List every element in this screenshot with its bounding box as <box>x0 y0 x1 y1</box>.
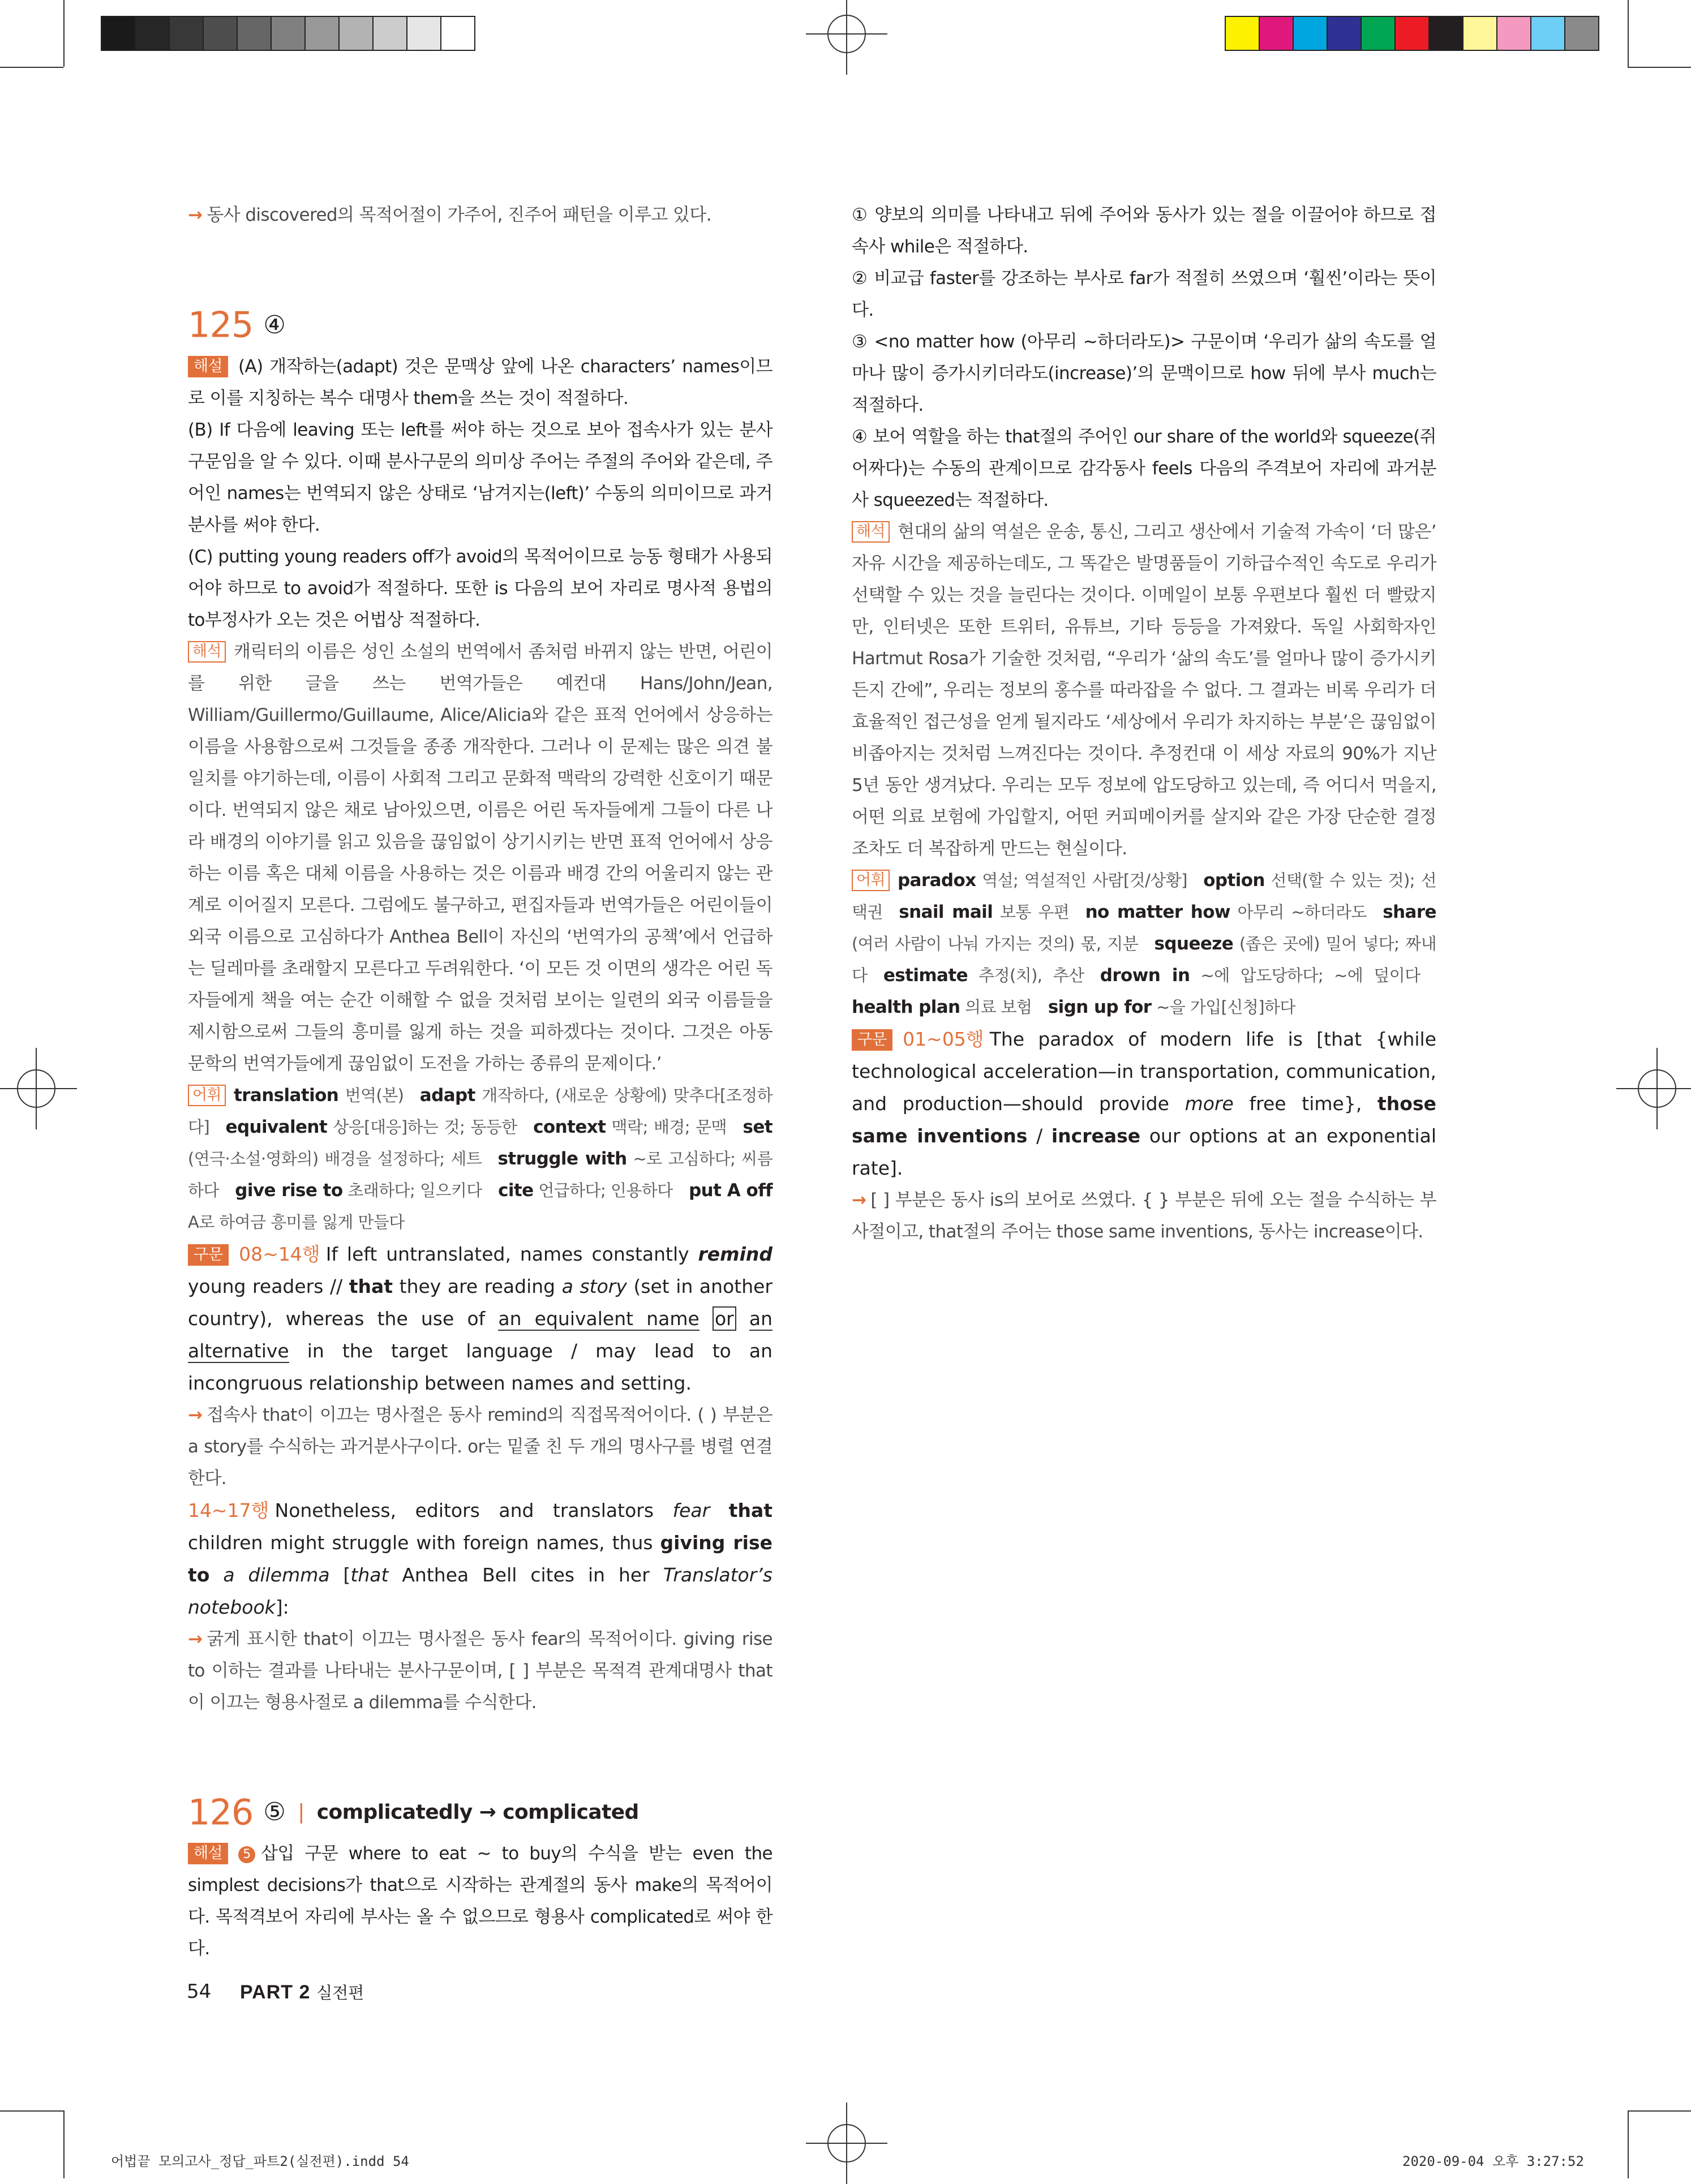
registration-mark <box>17 1069 55 1108</box>
vocab-meaning: (연극·소설·영화의) 배경을 설정하다; 세트 <box>188 1149 498 1168</box>
structure-124: 구문 01~05행 The paradox of modern life is [that {while technological acceleration—in transportation, communication, and production—should provide more free time}, those same inventions / increase our options at an exponential rate]. <box>852 1028 1436 1179</box>
explanation-tag: 해설 <box>188 356 228 377</box>
vocab-word: set <box>743 1116 772 1137</box>
crop-mark <box>63 2110 65 2178</box>
color-swatch <box>340 17 374 50</box>
structure-125-b: 14~17행 Nonetheless, editors and translators fear that children might struggle with foreign names, thus giving rise to a dilemma [that Anthea Bell cites in her Translator’s notebook]: <box>188 1499 772 1618</box>
translation-125: 해석 캐릭터의 이름은 성인 소설의 번역에서 좀처럼 바뀌지 않는 반면, 어린이를 위한 글을 쓰는 번역가들은 예컨대 Hans/John/Jean, William/Guillermo/Guillaume, Alice/Alicia와 같은 표적 언어에서 상응하는 이름을 사용함으로써 그것들을 종종 개작한다. 그러나 이 문제는 많은 의견 불일치를 야기하는데, 이름이 사회적 그리고 문화적 맥락의 강력한 신호이기 때문이다. 번역되지 않은 채로 남아있으면, 이름은 어린 독자들에게 그들이 다른 나라 배경의 이야기를 읽고 있음을 끊임없이 상기시키는 반면 표적 언어에서 상응하는 이름 혹은 대체 이름을 사용하는 것은 이름과 배경 간의 어울리지 않는 관계로 이어질지 모른다. 그럼에도 불구하고, 편집자들과 번역가들은 어린이들이 외국 이름으로 고심하다가 Anthea Bell이 자신의 ‘번역가의 공책’에서 언급하는 딜레마를 초래할지 모른다고 두려워한다. ‘이 모든 것 이면의 생각은 어린 독자들에게 책을 여는 순간 이해할 수 없을 것처럼 보이는 일련의 외국 이름들을 제시함으로써 그들의 흥미를 잃게 하는 것을 피하겠다는 것이다. 그것은 아동 문학의 번역가들에게 끊임없이 도전을 가하는 종류의 문제이다.’ <box>188 641 773 1074</box>
color-swatch <box>407 17 441 50</box>
color-swatch <box>238 17 272 50</box>
vocab-meaning: 선택(할 수 있는 것); 선택권 <box>852 871 1436 922</box>
answer-number-badge: 5 <box>238 1846 255 1863</box>
color-swatch <box>1497 17 1531 50</box>
color-swatch <box>170 17 204 50</box>
vocab-word: struggle with <box>497 1148 627 1169</box>
gray-color-bar <box>101 16 475 51</box>
color-swatch <box>136 17 170 50</box>
explanation-125: 해설 (A) 개작하는(adapt) 것은 문맥상 앞에 나온 characters’ names이므로 이를 지칭하는 복수 대명사 them을 쓰는 것이 적절하다. (B) If 다음에 leaving 또는 left를 써야 하는 것으로 보아 접속사가 있는 분사구문임을 알 수 있다. 이때 분사구문의 의미상 주어는 주절의 주어와 같은데, 주어인 names는 번역되지 않은 상태로 ‘남겨지는(left)’ 수동의 의미이므로 과거분사를 써야 한다. (C) putting young readers off가 avoid의 목적어이므로 능동 형태가 사용되어야 하므로 to avoid가 적절하다. 또한 is 다음의 보어 자리로 명사적 용법의 to부정사가 오는 것은 어법상 적절하다. <box>188 356 772 630</box>
crop-mark <box>1628 67 1691 68</box>
answer-choice: ④ <box>263 310 286 339</box>
vocab-word: paradox <box>897 870 976 891</box>
color-swatch <box>1294 17 1328 50</box>
crop-mark <box>63 0 65 67</box>
vocab-word: put A off <box>689 1180 772 1201</box>
color-swatch <box>1362 17 1396 50</box>
vocab-word: give rise to <box>235 1180 343 1201</box>
vocab-meaning: 초래하다; 일으키다 <box>342 1180 499 1200</box>
vocab-meaning: A로 하여금 흥미를 잃게 만들다 <box>188 1212 421 1232</box>
vocabulary-tag: 어휘 <box>852 870 890 891</box>
left-column <box>188 199 772 1964</box>
vocab-word: equivalent <box>225 1116 328 1137</box>
vocab-meaning: (여러 사람이 나눠 가지는 것의) 몫, 지분 <box>852 934 1154 953</box>
right-column <box>852 199 1436 1248</box>
vocab-word: option <box>1203 870 1265 891</box>
vocab-meaning: ~을 가입[신청]하다 <box>1151 998 1312 1017</box>
vocab-meaning: 번역(본) <box>338 1085 420 1105</box>
crop-mark <box>0 2110 63 2112</box>
process-color-bar <box>1225 16 1599 51</box>
registration-mark <box>1638 1069 1676 1108</box>
structure-125-a: 구문 08~14행 If left untranslated, names constantly remind young readers // that they are reading a story (set in another country), whereas the use of an equivalent name or an alternative in the target language / may lead to an incongruous relationship between names and setting. <box>188 1243 772 1394</box>
crop-mark <box>1628 2110 1629 2178</box>
vocab-meaning: 맥락; 배경; 문맥 <box>606 1117 743 1137</box>
timestamp-slug: 2020-09-04 오후 3:27:52 <box>1402 2153 1584 2169</box>
color-swatch <box>204 17 238 50</box>
vocab-word: health plan <box>852 997 960 1017</box>
translation-tag: 해석 <box>188 641 226 663</box>
structure-tag: 구문 <box>188 1244 229 1266</box>
answer-choice: ⑤ <box>263 1798 286 1826</box>
color-swatch <box>306 17 340 50</box>
vocab-meaning: 추정(치), 추산 <box>968 966 1100 985</box>
color-swatch <box>1328 17 1362 50</box>
question-number: 125 <box>188 304 254 346</box>
crop-mark <box>0 67 63 68</box>
vocab-meaning: 아무리 ~하더라도 <box>1230 902 1383 922</box>
vocab-meaning: 보통 우편 <box>993 902 1085 922</box>
structure-125-a-note: → 접속사 that이 이끄는 명사절은 동사 remind의 직접목적어이다. ( ) 부분은 a story를 수식하는 과거분사구이다. or는 밑줄 친 두 개의 명사구를 병렬 연결한다. <box>188 1404 772 1489</box>
vocab-word: translation <box>233 1085 339 1106</box>
color-swatch <box>102 17 136 50</box>
color-swatch <box>1396 17 1430 50</box>
crop-mark <box>1628 2110 1691 2112</box>
vocab-word: share <box>1383 902 1436 922</box>
color-swatch <box>441 17 474 50</box>
translation-tag: 해석 <box>852 521 890 543</box>
vocab-word: adapt <box>419 1085 475 1106</box>
color-swatch <box>1430 17 1463 50</box>
color-swatch <box>1531 17 1565 50</box>
intro-note: → 동사 discovered의 목적어절이 가주어, 진주어 패턴을 이루고 있다. <box>188 205 711 225</box>
correction: complicatedly → complicated <box>316 1800 639 1824</box>
vocab-word: estimate <box>883 965 968 986</box>
explanation-124: ① 양보의 의미를 나타내고 뒤에 주어와 동사가 있는 절을 이끌어야 하므로 접속사 while은 적절하다. ② 비교급 faster를 강조하는 부사로 far가 적절히 쓰였으며 ‘훨씬’이라는 뜻이다. ③ <no matter how (아무리 ~하더라도)> 구문이며 ‘우리가 삶의 속도를 얼마나 많이 증가시키더라도(increase)’의 문맥이므로 how 뒤에 부사 much는 적절하다. ④ 보어 역할을 하는 that절의 주어인 our share of the world와 squeeze(쥐어짜다)는 수동의 관계이므로 감각동사 feels 다음의 주격보어 자리에 과거분사 squeezed는 적절하다. <box>852 205 1436 510</box>
crop-mark <box>1628 0 1629 67</box>
color-swatch <box>374 17 407 50</box>
vocab-word: cite <box>498 1180 534 1201</box>
vocab-meaning: ~로 고심하다; 씨름하다 <box>188 1149 773 1200</box>
color-swatch <box>1260 17 1294 50</box>
color-swatch <box>1226 17 1260 50</box>
color-swatch <box>272 17 306 50</box>
translation-124: 해석 현대의 삶의 역설은 운송, 통신, 그리고 생산에서 기술적 가속이 ‘더 많은’ 자유 시간을 제공하는데도, 그 똑같은 발명품들이 기하급수적인 속도로 우리가 선택할 수 있는 것을 늘린다는 것이다. 이메일이 보통 우편보다 훨씬 더 빨랐지만, 인터넷은 또한 트위터, 유튜브, 기타 등등을 가져왔다. 독일 사회학자인 Hartmut Rosa가 기술한 것처럼, “우리가 ‘삶의 속도’를 얼마나 많이 증가시키든지 간에”, 우리는 정보의 홍수를 따라잡을 수 없다. 그 결과는 비록 우리가 더 효율적인 접근성을 얻게 될지라도 ‘세상에서 우리가 차지하는 부분’은 끊임없이 비좁아지는 것처럼 느껴진다는 것이다. 추정컨대 이 세상 자료의 90%가 지난 5년 동안 생겨났다. 우리는 모두 정보에 압도당하고 있는데, 즉 어디서 먹을지, 어떤 의료 보험에 가입할지, 어떤 커피메이커를 살지와 같은 가장 단순한 결정조차도 더 복잡하게 만드는 현실이다. <box>852 522 1436 859</box>
vocab-meaning: 역설; 역설적인 사람[것/상황] <box>976 871 1204 890</box>
vocab-meaning: ~에 압도당하다; ~에 덮이다 <box>1190 966 1436 985</box>
vocab-meaning: 의료 보험 <box>960 998 1048 1017</box>
color-swatch <box>1463 17 1497 50</box>
page-number: 54 <box>187 1980 212 2003</box>
registration-mark <box>827 15 866 53</box>
color-swatch <box>1565 17 1598 50</box>
file-slug: 어법끝 모의고사_정답_파트2(실전편).indd 54 <box>111 2153 409 2169</box>
vocab-meaning: (좁은 곳에) 밀어 넣다; 짜내다 <box>852 934 1436 985</box>
part-label: PART 2 실전편 <box>240 1981 364 2003</box>
vocab-word: squeeze <box>1154 934 1234 954</box>
vocabulary-124 <box>852 865 1436 1023</box>
explanation-tag: 해설 <box>188 1843 228 1864</box>
structure-124-note: → [ ] 부분은 동사 is의 보어로 쓰였다. { } 부분은 뒤에 오는 절을 수식하는 부사절이고, that절의 주어는 those same inventions, 동사는 increase이다. <box>852 1190 1436 1242</box>
vocab-word: context <box>533 1116 606 1137</box>
vocab-word: drown in <box>1100 965 1190 986</box>
explanation-126: 해설 5 삽입 구문 where to eat ~ to buy의 수식을 받는 even the simplest decisions가 that으로 시작하는 관계절의 동사 make의 목적어이다. 목적격보어 자리에 부사는 올 수 없으므로 형용사 complicated로 써야 한다. <box>188 1843 772 1959</box>
vocab-meaning: 상응[대응]하는 것; 동등한 <box>327 1117 534 1137</box>
vocabulary-125 <box>188 1080 772 1238</box>
question-number: 126 <box>188 1791 254 1833</box>
vocab-meaning: 언급하다; 인용하다 <box>533 1180 689 1200</box>
question-126-header: 126 ⑤ | complicatedly → complicated <box>188 1791 639 1833</box>
vocab-meaning: 개작하다, (새로운 상황에) 맞추다[조정하다] <box>188 1085 772 1137</box>
structure-tag: 구문 <box>852 1029 892 1051</box>
vocab-word: no matter how <box>1085 902 1230 922</box>
registration-mark <box>827 2124 866 2162</box>
structure-125-b-note: → 굵게 표시한 that이 이끄는 명사절은 동사 fear의 목적어이다. giving rise to 이하는 결과를 나타내는 분사구문이며, [ ] 부분은 목적격 관계대명사 that이 이끄는 형용사절로 a dilemma를 수식한다. <box>188 1628 772 1713</box>
question-125-header <box>188 299 772 351</box>
vocab-word: sign up for <box>1048 997 1152 1017</box>
vocab-word: snail mail <box>899 902 993 922</box>
vocabulary-tag: 어휘 <box>188 1085 226 1106</box>
